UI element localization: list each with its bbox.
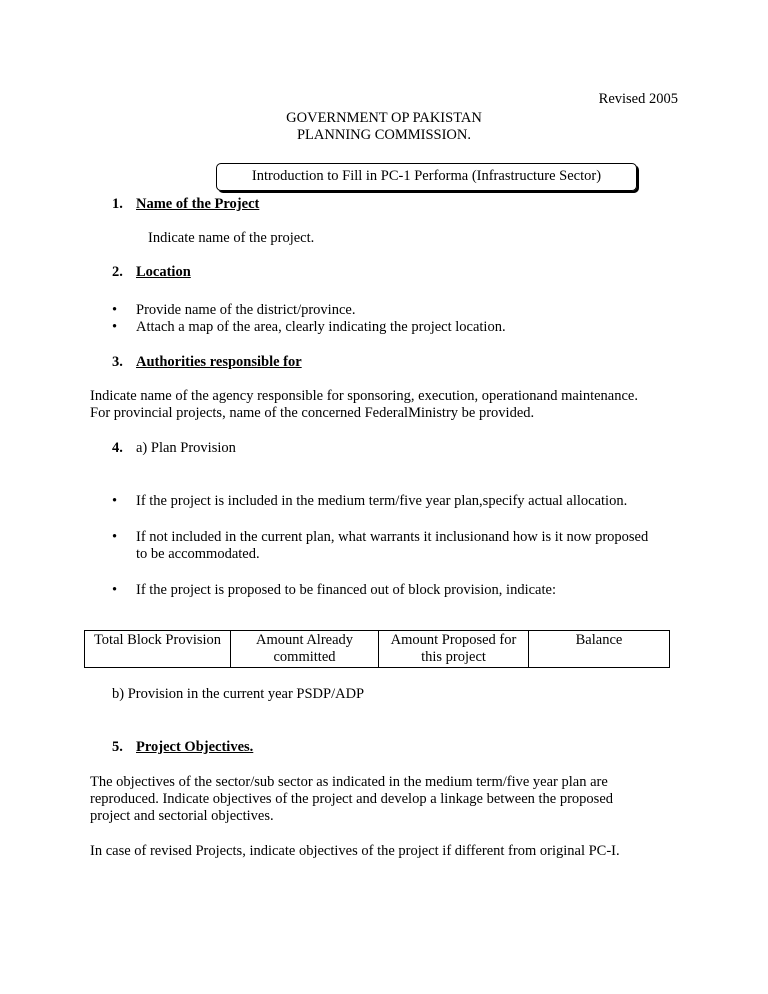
bullet-icon: •: [112, 529, 118, 545]
section-3-body-line-2: For provincial projects, name of the concerned FederalMinistry be provided.: [90, 405, 535, 421]
list-item: If the project is included in the medium term/five year plan,specify actual allocation.: [136, 493, 628, 509]
section-2-number: 2.: [112, 264, 123, 280]
section-5-body-line-2: reproduced. Indicate objectives of the project and develop a linkage between the proposed: [90, 791, 613, 807]
section-5-body-line-1: The objectives of the sector/sub sector as indicated in the medium term/five year plan are: [90, 774, 608, 790]
block-provision-table: [84, 630, 670, 668]
section-5-number: 5.: [112, 739, 123, 755]
cell-text: Amount Already: [255, 632, 354, 648]
cell-text: committed: [273, 649, 336, 665]
document-header: [0, 110, 768, 144]
table-header-cell: [231, 631, 379, 668]
cell-text: Balance: [575, 632, 623, 648]
section-5-revised-note: In case of revised Projects, indicate objectives of the project if different from original PC-I.: [90, 843, 620, 859]
list-item: Attach a map of the area, clearly indicating the project location.: [136, 319, 506, 335]
cell-text: this project: [421, 649, 486, 665]
plan-provision-heading: a) Plan Provision: [136, 440, 236, 456]
cell-text: Total Block Provision: [93, 632, 222, 648]
section-2-heading: Location: [136, 264, 191, 280]
government-title: GOVERNMENT OP PAKISTAN: [286, 110, 482, 126]
bullet-icon: •: [112, 302, 118, 318]
list-item: Provide name of the district/province.: [136, 302, 356, 318]
section-5-heading: Project Objectives.: [136, 739, 254, 755]
table-row: [85, 631, 670, 668]
revision-note: Revised 2005: [598, 91, 678, 107]
section-1-heading: Name of the Project: [136, 196, 260, 212]
list-item-continuation: to be accommodated.: [136, 546, 260, 562]
bullet-icon: •: [112, 319, 118, 335]
commission-title: PLANNING COMMISSION.: [296, 127, 471, 143]
intro-title: Introduction to Fill in PC-1 Performa (Infrastructure Sector): [251, 168, 602, 184]
section-5-body-line-3: project and sectorial objectives.: [90, 808, 274, 824]
section-3-number: 3.: [112, 354, 123, 370]
section-1-body: Indicate name of the project.: [148, 230, 315, 246]
section-1-number: 1.: [112, 196, 123, 212]
current-year-provision-heading: b) Provision in the current year PSDP/ADP: [112, 686, 365, 702]
bullet-icon: •: [112, 582, 118, 598]
table-header-cell: [85, 631, 231, 668]
table-header-cell: [379, 631, 529, 668]
section-4-number: 4.: [112, 440, 123, 456]
list-item: If not included in the current plan, what warrants it inclusionand how is it now proposed: [136, 529, 649, 545]
section-3-body-line-1: Indicate name of the agency responsible for sponsoring, execution, operationand maintenance.: [90, 388, 638, 404]
bullet-icon: •: [112, 493, 118, 509]
table-header-cell: [529, 631, 670, 668]
list-item: If the project is proposed to be financed out of block provision, indicate:: [136, 582, 556, 598]
section-3-heading: Authorities responsible for: [136, 354, 302, 370]
cell-text: Amount Proposed for: [390, 632, 517, 648]
